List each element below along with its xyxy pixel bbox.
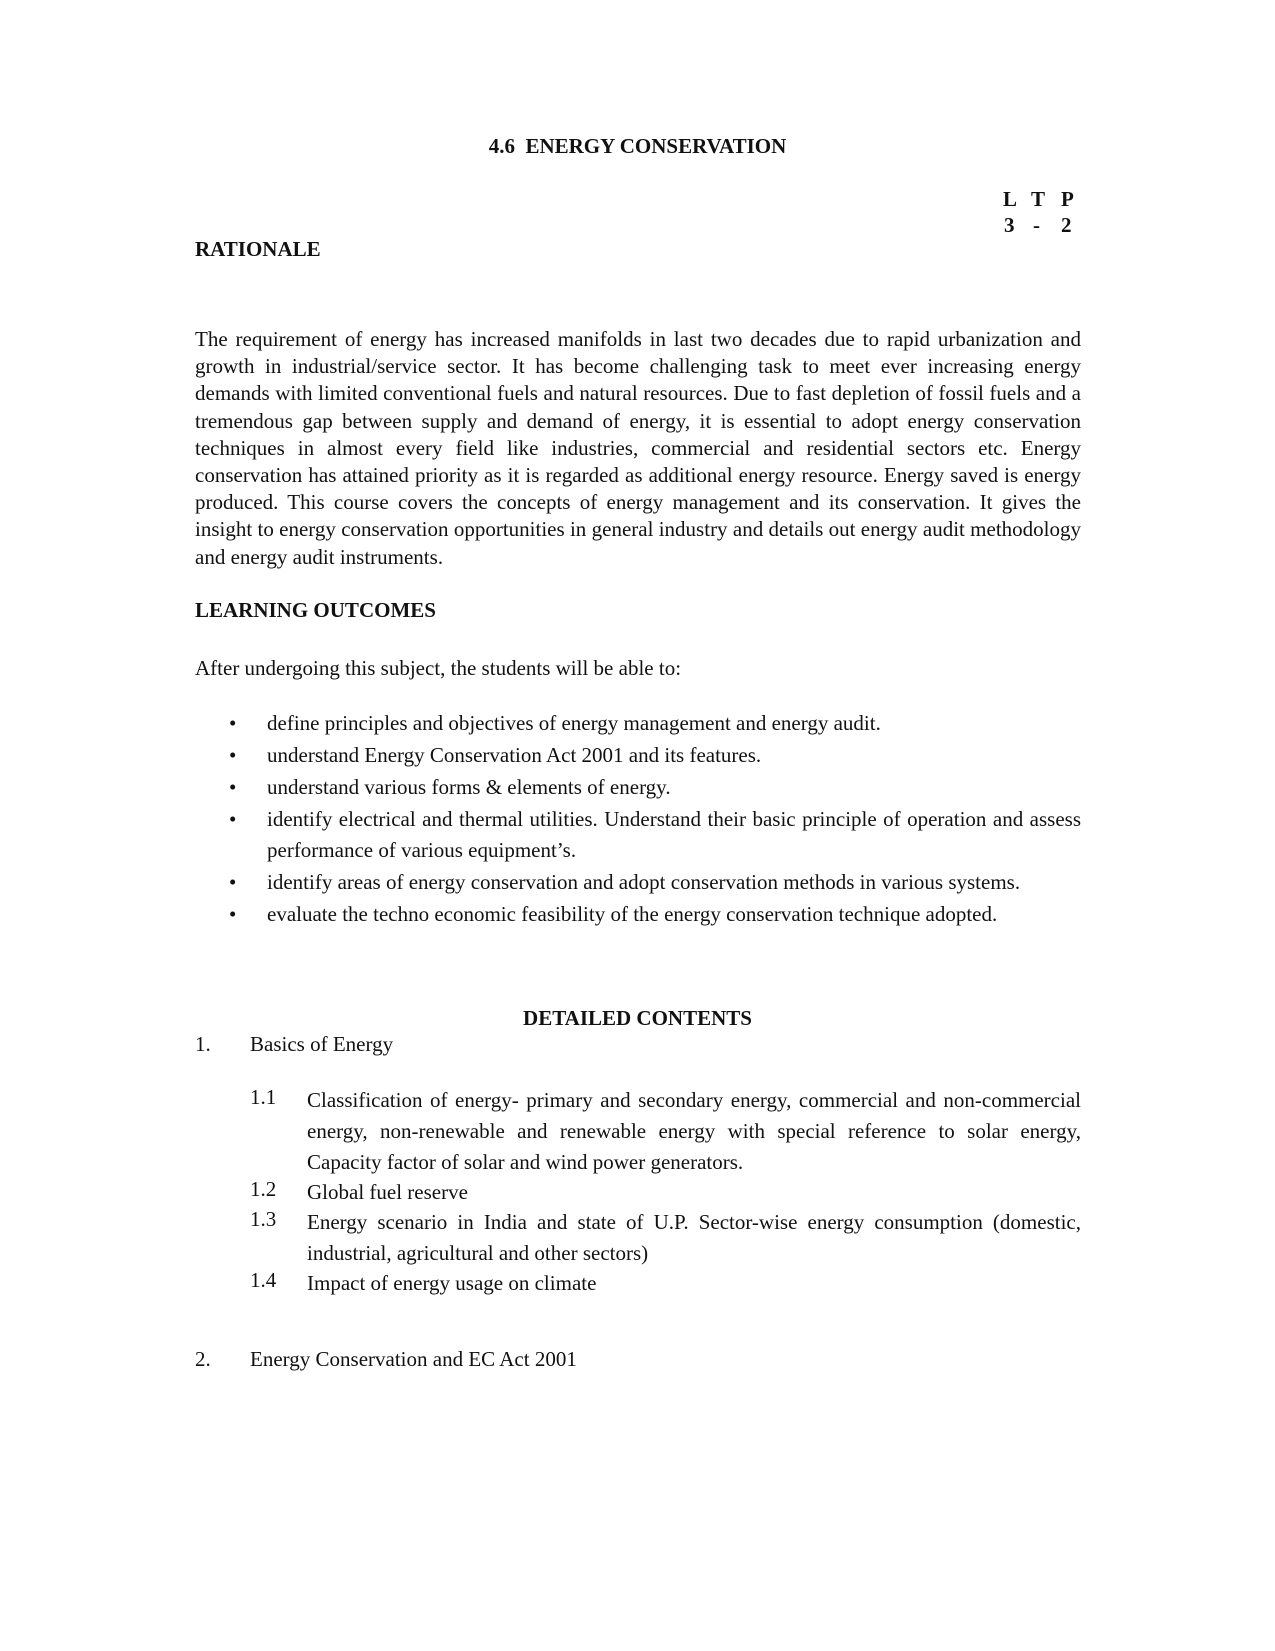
subtopic-text: Energy scenario in India and state of U.P. Sector-wise energy consumption (domestic, industrial, agricultural and other sectors) bbox=[307, 1210, 1081, 1265]
subtopic-text: Impact of energy usage on climate bbox=[307, 1271, 597, 1295]
subtopic-text: Classification of energy- primary and secondary energy, commercial and non-commercial energy, non-renewable and renewable energy with special reference to solar energy, Capacity factor of solar and wind power generators. bbox=[307, 1088, 1081, 1174]
list-item: • understand various forms & elements of energy. bbox=[195, 772, 1081, 803]
subtopic-1-3 bbox=[250, 1207, 1081, 1269]
unit-2-title: Energy Conservation and EC Act 2001 bbox=[250, 1347, 577, 1371]
ltp-p-value: 2 bbox=[1061, 213, 1072, 237]
ltp-l-value: 3 bbox=[1004, 213, 1015, 237]
bullet-icon: • bbox=[229, 711, 237, 735]
list-item: • identify areas of energy conservation and adopt conservation methods in various systems. bbox=[195, 867, 1081, 898]
subtopic-1-4 bbox=[250, 1268, 1081, 1299]
ltp-t-value: - bbox=[1033, 213, 1040, 237]
bullet-icon: • bbox=[229, 775, 237, 799]
subtopic-1-2 bbox=[250, 1177, 1081, 1208]
subtopic-number: 1.4 bbox=[250, 1268, 277, 1292]
unit-1-number: 1. bbox=[195, 1032, 211, 1056]
list-item: • understand Energy Conservation Act 2001 and its features. bbox=[195, 740, 1081, 771]
learning-outcomes-heading: LEARNING OUTCOMES bbox=[195, 598, 436, 622]
list-item: • identify electrical and thermal utilities. Understand their basic principle of operation and assess performance of various equipment’s. bbox=[195, 804, 1081, 866]
subtopic-number: 1.2 bbox=[250, 1177, 277, 1201]
bullet-icon: • bbox=[229, 902, 237, 926]
detailed-contents-heading: DETAILED CONTENTS bbox=[523, 1006, 752, 1030]
learning-outcomes-list bbox=[195, 708, 1081, 931]
unit-1-title: Basics of Energy bbox=[250, 1032, 394, 1056]
bullet-icon: • bbox=[229, 807, 237, 831]
ltp-t-header: T bbox=[1031, 187, 1046, 211]
list-item: • define principles and objectives of energy management and energy audit. bbox=[195, 708, 1081, 739]
subtopic-number: 1.3 bbox=[250, 1207, 277, 1231]
subtopic-number: 1.1 bbox=[250, 1085, 277, 1109]
subtopic-1-1 bbox=[250, 1085, 1081, 1178]
ltp-p-header: P bbox=[1061, 187, 1074, 211]
bullet-icon: • bbox=[229, 743, 237, 767]
learning-outcomes-intro: After undergoing this subject, the students will be able to: bbox=[195, 656, 682, 680]
title-text: 4.6 ENERGY CONSERVATION bbox=[488, 134, 787, 158]
bullet-icon: • bbox=[229, 870, 237, 894]
subtopic-text: Global fuel reserve bbox=[307, 1180, 468, 1204]
page-title bbox=[0, 134, 1275, 159]
list-item: • evaluate the techno economic feasibility of the energy conservation technique adopted. bbox=[195, 899, 1081, 930]
ltp-l-header: L bbox=[1003, 187, 1018, 211]
unit-2-number: 2. bbox=[195, 1347, 211, 1371]
rationale-paragraph: The requirement of energy has increased manifolds in last two decades due to rapid urbanization and growth in industrial/service sector. It has become challenging task to meet ever increasing energy demands with limited conventional fuels and natural resources. Due to fast depletion of fossil fuels and a tremendous gap between supply and demand of energy, it is essential to adopt energy conservation techniques in almost every field like industries, commercial and residential sectors etc. Energy conservation has attained priority as it is regarded as additional energy resource. Energy saved is energy produced. This course covers the concepts of energy management and its conservation. It gives the insight to energy conservation opportunities in general industry and details out energy audit methodology and energy audit instruments. bbox=[195, 327, 1081, 569]
rationale-heading: RATIONALE bbox=[195, 237, 321, 261]
